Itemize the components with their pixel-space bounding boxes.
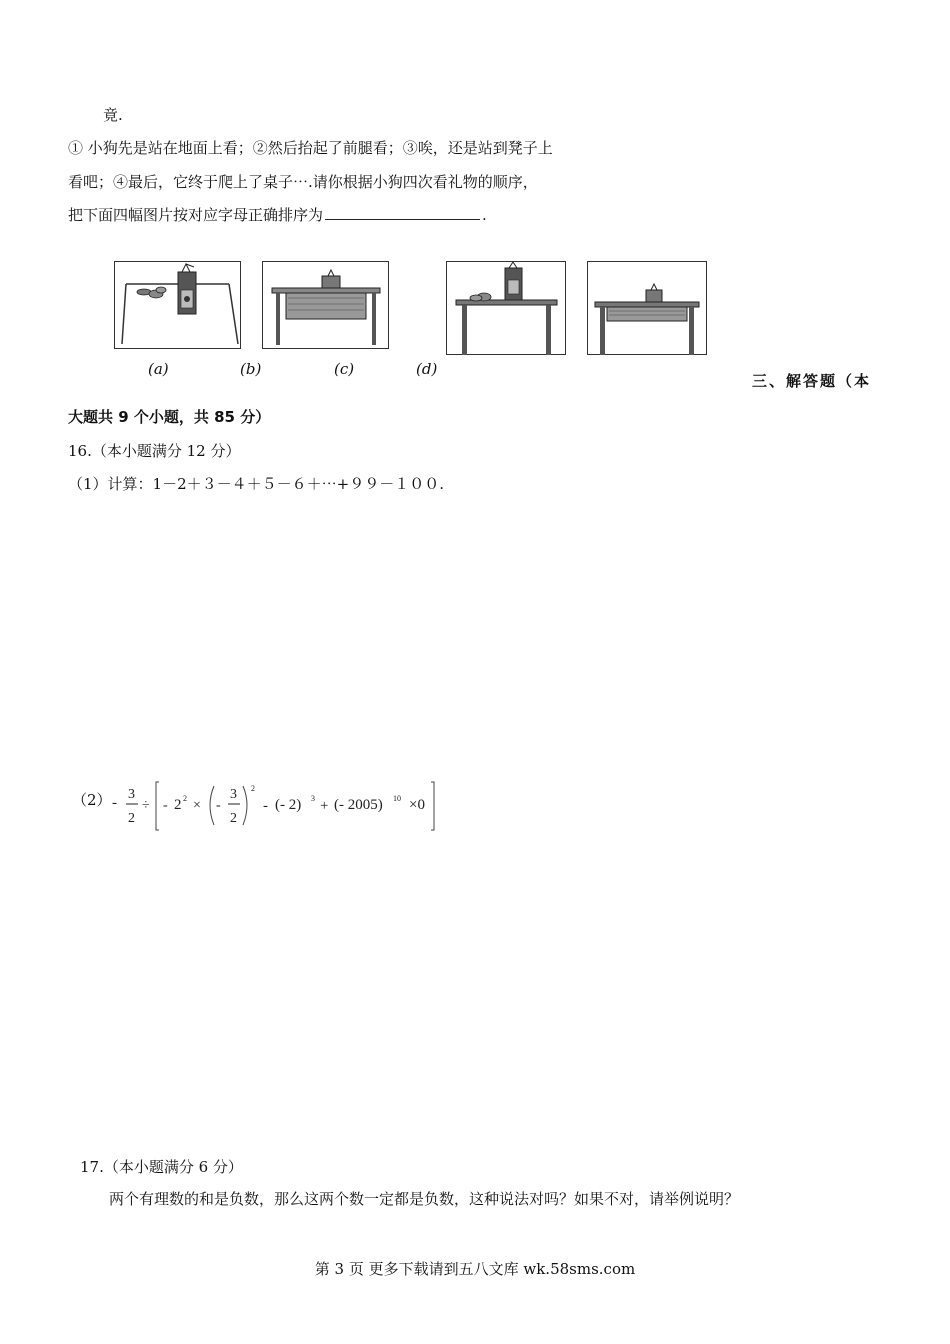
text-line-2: ① 小狗先是站在地面上看；②然后抬起了前腿看；③唉，还是站到凳子上 (68, 139, 553, 157)
text-line-1: 竟. (103, 106, 123, 124)
frac2-neg: - (216, 798, 221, 813)
text-line-4 (68, 204, 487, 225)
term-2005: (- 2005) (334, 797, 383, 813)
table-front-icon (262, 258, 390, 350)
section-heading: 三、解答题（本 (752, 372, 872, 390)
op-minus: - (263, 798, 268, 814)
caption-a: (a) (148, 360, 169, 378)
frac1-num: 3 (128, 787, 135, 802)
frac2-num: 3 (230, 787, 237, 802)
frac2-exp: 2 (251, 784, 255, 793)
stool-front-icon (587, 258, 708, 356)
question-17-title: 17.（本小题满分 6 分） (80, 1158, 243, 1176)
op-plus: + (320, 798, 329, 814)
figure-c (446, 258, 567, 356)
period: . (482, 206, 487, 224)
caption-c: (c) (334, 360, 355, 378)
times-zero: ×0 (409, 797, 425, 813)
answer-blank[interactable] (325, 205, 480, 220)
figure-b (262, 258, 390, 350)
power-exp: 2 (183, 794, 187, 803)
stool-with-gift-icon (446, 258, 567, 356)
frac2-den: 2 (230, 811, 237, 826)
op-times: × (193, 798, 201, 813)
question-16-title: 16.（本小题满分 12 分） (68, 442, 241, 460)
figure-d (587, 258, 708, 356)
figure-a (114, 258, 242, 350)
question-16-part2-label: （2） (72, 791, 112, 809)
caption-b: (b) (240, 360, 262, 378)
frac1-den: 2 (128, 811, 135, 826)
inner-neg: - (163, 798, 168, 813)
answer-prompt: 把下面四幅图片按对应字母正确排序为 (68, 206, 324, 224)
table-perspective-icon (114, 258, 242, 350)
page-footer: 第 3 页 更多下载请到五八文库 wk.58sms.com (314, 1260, 636, 1278)
formula-svg (112, 780, 452, 840)
power-base: 2 (174, 797, 182, 813)
section-heading-cont: 大题共 9 个小题，共 85 分） (68, 408, 271, 426)
math-formula (112, 780, 452, 840)
text-line-3: 看吧；④最后，它终于爬上了桌子⋯.请你根据小狗四次看礼物的顺序， (68, 173, 538, 191)
term-neg-two: (- 2) (275, 797, 302, 813)
sign-neg: - (112, 795, 117, 811)
term-neg-two-exp: 3 (311, 794, 315, 803)
op-div: ÷ (142, 798, 150, 813)
caption-d: (d) (416, 360, 438, 378)
question-17-body: 两个有理数的和是负数，那么这两个数一定都是负数，这种说法对吗？如果不对，请举例说明？ (109, 1190, 740, 1208)
question-16-part1: （1）计算：1－2＋３－４＋５－６＋⋯+９９－１００. (68, 475, 444, 493)
term-2005-exp: 10 (393, 794, 401, 803)
